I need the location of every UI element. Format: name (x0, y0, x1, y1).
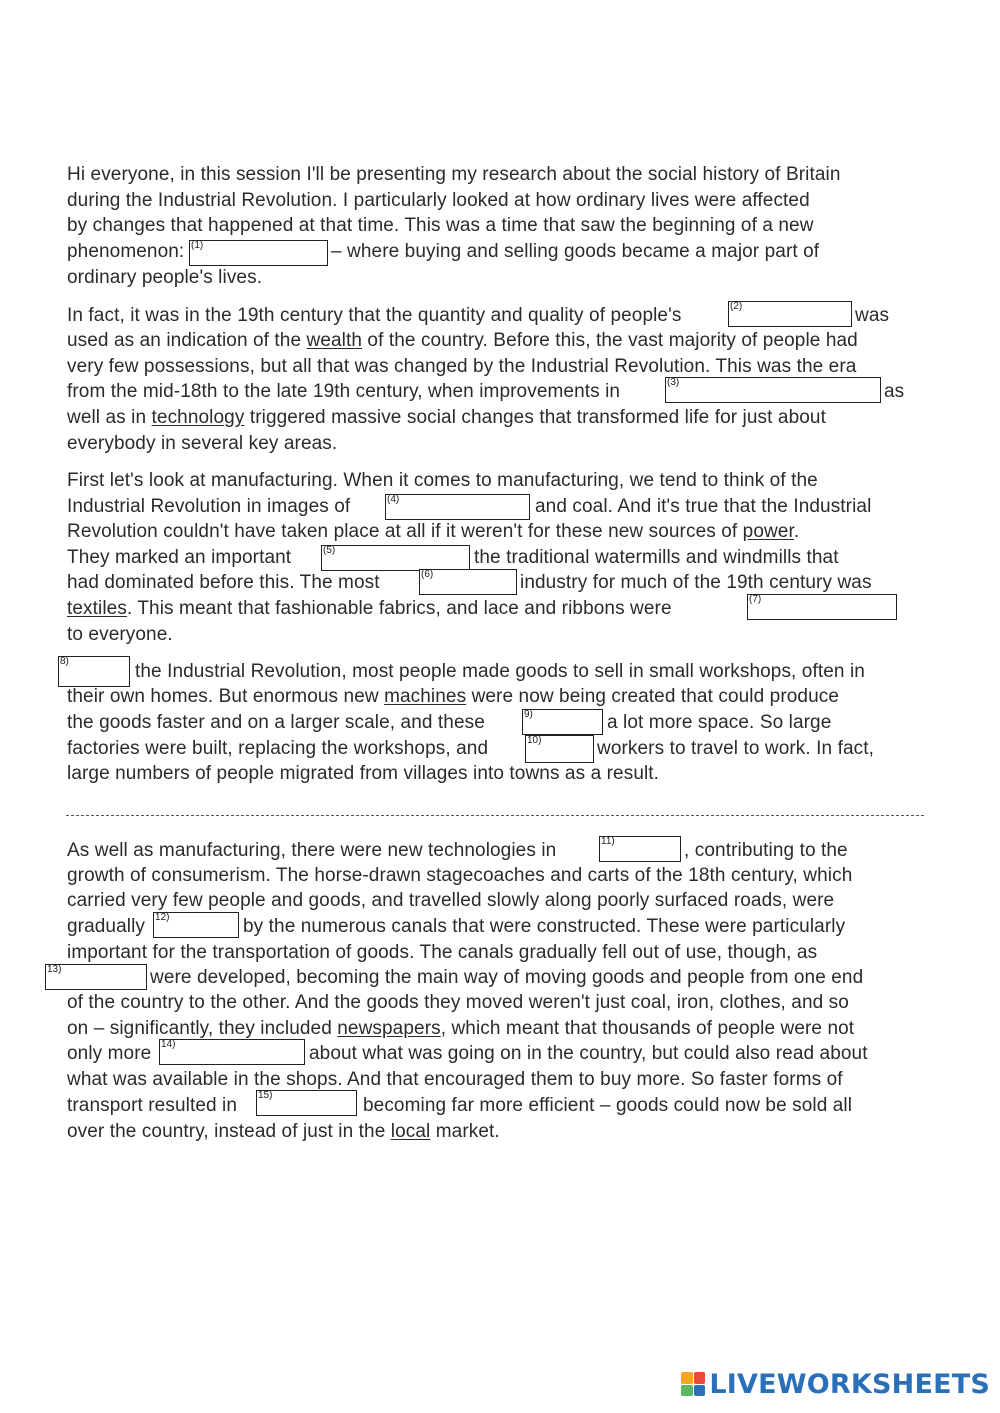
text-line: phenomenon: (67, 241, 185, 262)
gap-number: (7) (749, 594, 762, 605)
text-line: and coal. And it's true that the Industrial (535, 496, 872, 517)
answer-input-5[interactable] (322, 546, 469, 570)
logo-square (681, 1385, 693, 1397)
text-line: First let's look at manufacturing. When it comes to manufacturing, we tend to think of the (67, 470, 818, 491)
text-line: had dominated before this. The most (67, 572, 380, 593)
logo-text: LIVEWORKSHEETS (709, 1368, 990, 1400)
answer-gap-8[interactable] (58, 656, 130, 687)
answer-input-11[interactable] (600, 837, 680, 861)
answer-input-10[interactable] (526, 736, 593, 762)
text-line: workers to travel to work. In fact, (597, 738, 874, 759)
answer-input-8[interactable] (59, 657, 129, 686)
text-line: textiles. This meant that fashionable fabrics, and lace and ribbons were (67, 598, 672, 619)
logo-square (694, 1372, 706, 1384)
text-line: a lot more space. So large (607, 712, 832, 733)
answer-input-2[interactable] (729, 302, 851, 326)
answer-gap-15[interactable] (256, 1090, 357, 1116)
text-line: the traditional watermills and windmills that (474, 547, 839, 568)
text-line: by changes that happened at that time. This was a time that saw the beginning of a new (67, 215, 814, 236)
text-line: growth of consumerism. The horse-drawn stagecoaches and carts of the 18th century, which (67, 865, 853, 886)
text-line: Revolution couldn't have taken place at all if it weren't for these new sources of power. (67, 521, 800, 542)
gap-number: (5) (323, 545, 336, 556)
underlined-word: wealth (306, 330, 363, 351)
text-line: As well as manufacturing, there were new technologies in (67, 840, 557, 861)
text-line: In fact, it was in the 19th century that the quantity and quality of people's (67, 305, 682, 326)
answer-gap-9[interactable] (522, 709, 603, 735)
text-line: industry for much of the 19th century was (520, 572, 872, 593)
gap-number: 12) (155, 912, 170, 923)
text-line: gradually (67, 916, 146, 937)
text-line: about what was going on in the country, but could also read about (309, 1043, 868, 1064)
gap-number: 15) (258, 1090, 273, 1101)
text-line: carried very few people and goods, and travelled slowly along poorly surfaced roads, were (67, 890, 835, 911)
gap-number: 11) (601, 836, 615, 847)
text-line: well as in technology triggered massive social changes that transformed life for just about (67, 407, 826, 428)
answer-gap-2[interactable] (728, 301, 852, 327)
text-line: large numbers of people migrated from villages into towns as a result. (67, 763, 660, 784)
text-line: their own homes. But enormous new machines were now being created that could produce (67, 686, 840, 707)
text-line: transport resulted in (67, 1095, 238, 1116)
text-line: on – significantly, they included newspapers, which meant that thousands of people were not (67, 1018, 855, 1039)
answer-gap-11[interactable] (599, 836, 681, 862)
text-line: the goods faster and on a larger scale, and these (67, 712, 485, 733)
logo-square (694, 1385, 706, 1397)
text-line: factories were built, replacing the workshops, and (67, 738, 489, 759)
text-line: becoming far more efficient – goods could now be sold all (363, 1095, 853, 1116)
section-divider (66, 815, 924, 816)
answer-input-9[interactable] (523, 710, 602, 734)
text-line: Hi everyone, in this session I'll be presenting my research about the social history of Britain (67, 164, 841, 185)
answer-gap-13[interactable] (45, 964, 147, 990)
answer-input-6[interactable] (420, 570, 516, 594)
answer-gap-12[interactable] (153, 912, 239, 938)
underlined-word: newspapers (337, 1018, 441, 1039)
text-line: during the Industrial Revolution. I particularly looked at how ordinary lives were affected (67, 190, 810, 211)
gap-number: (4) (387, 494, 400, 505)
text-line: what was available in the shops. And that encouraged them to buy more. So faster forms of (67, 1069, 843, 1090)
answer-input-14[interactable] (160, 1040, 304, 1064)
text-line: were developed, becoming the main way of moving goods and people from one end (150, 967, 864, 988)
answer-gap-4[interactable] (385, 494, 530, 520)
text-line: as (884, 381, 905, 402)
gap-number: (6) (421, 569, 434, 580)
gap-number: 14) (161, 1039, 176, 1050)
answer-input-1[interactable] (190, 241, 327, 265)
text-line: – where buying and selling goods became a major part of (331, 241, 820, 262)
answer-input-12[interactable] (154, 913, 238, 937)
text-line: very few possessions, but all that was changed by the Industrial Revolution. This was the era (67, 356, 857, 377)
text-line: , contributing to the (684, 840, 848, 861)
answer-gap-7[interactable] (747, 594, 897, 620)
gap-number: (3) (667, 377, 680, 388)
gap-number: 13) (47, 964, 62, 975)
logo-icon (681, 1372, 705, 1396)
text-line: over the country, instead of just in the local market. (67, 1121, 500, 1142)
gap-number: 8) (60, 656, 69, 667)
text-line: of the country to the other. And the goods they moved weren't just coal, iron, clothes, and so (67, 992, 849, 1013)
gap-number: (1) (191, 240, 204, 251)
text-line: used as an indication of the wealth of the country. Before this, the vast majority of people had (67, 330, 858, 351)
answer-input-7[interactable] (748, 595, 896, 619)
gap-number: (2) (730, 301, 743, 312)
text-line: the Industrial Revolution, most people made goods to sell in small workshops, often in (135, 661, 865, 682)
text-line: from the mid-18th to the late 19th century, when improvements in (67, 381, 621, 402)
answer-gap-3[interactable] (665, 377, 881, 403)
answer-input-13[interactable] (46, 965, 146, 989)
underlined-word: machines (384, 686, 467, 707)
answer-gap-1[interactable] (189, 240, 328, 266)
text-line: only more (67, 1043, 152, 1064)
answer-input-4[interactable] (386, 495, 529, 519)
text-line: ordinary people's lives. (67, 267, 263, 288)
answer-input-15[interactable] (257, 1091, 356, 1115)
underlined-word: power (742, 521, 794, 542)
underlined-word: local (390, 1121, 431, 1142)
answer-gap-6[interactable] (419, 569, 517, 595)
answer-gap-5[interactable] (321, 545, 470, 571)
answer-gap-14[interactable] (159, 1039, 305, 1065)
gap-number: 9) (524, 709, 533, 720)
text-line: important for the transportation of goods. The canals gradually fell out of use, though, as (67, 942, 818, 963)
text-line: was (855, 305, 890, 326)
underlined-word: textiles (67, 598, 127, 619)
text-line: Industrial Revolution in images of (67, 496, 351, 517)
logo-square (681, 1372, 693, 1384)
text-line: They marked an important (67, 547, 292, 568)
liveworksheets-logo[interactable] (681, 1369, 990, 1399)
text-line: by the numerous canals that were constructed. These were particularly (243, 916, 846, 937)
gap-number: 10) (527, 735, 542, 746)
answer-gap-10[interactable] (525, 735, 594, 763)
answer-input-3[interactable] (666, 378, 880, 402)
text-line: everybody in several key areas. (67, 433, 338, 454)
text-line: to everyone. (67, 624, 173, 645)
underlined-word: technology (151, 407, 245, 428)
